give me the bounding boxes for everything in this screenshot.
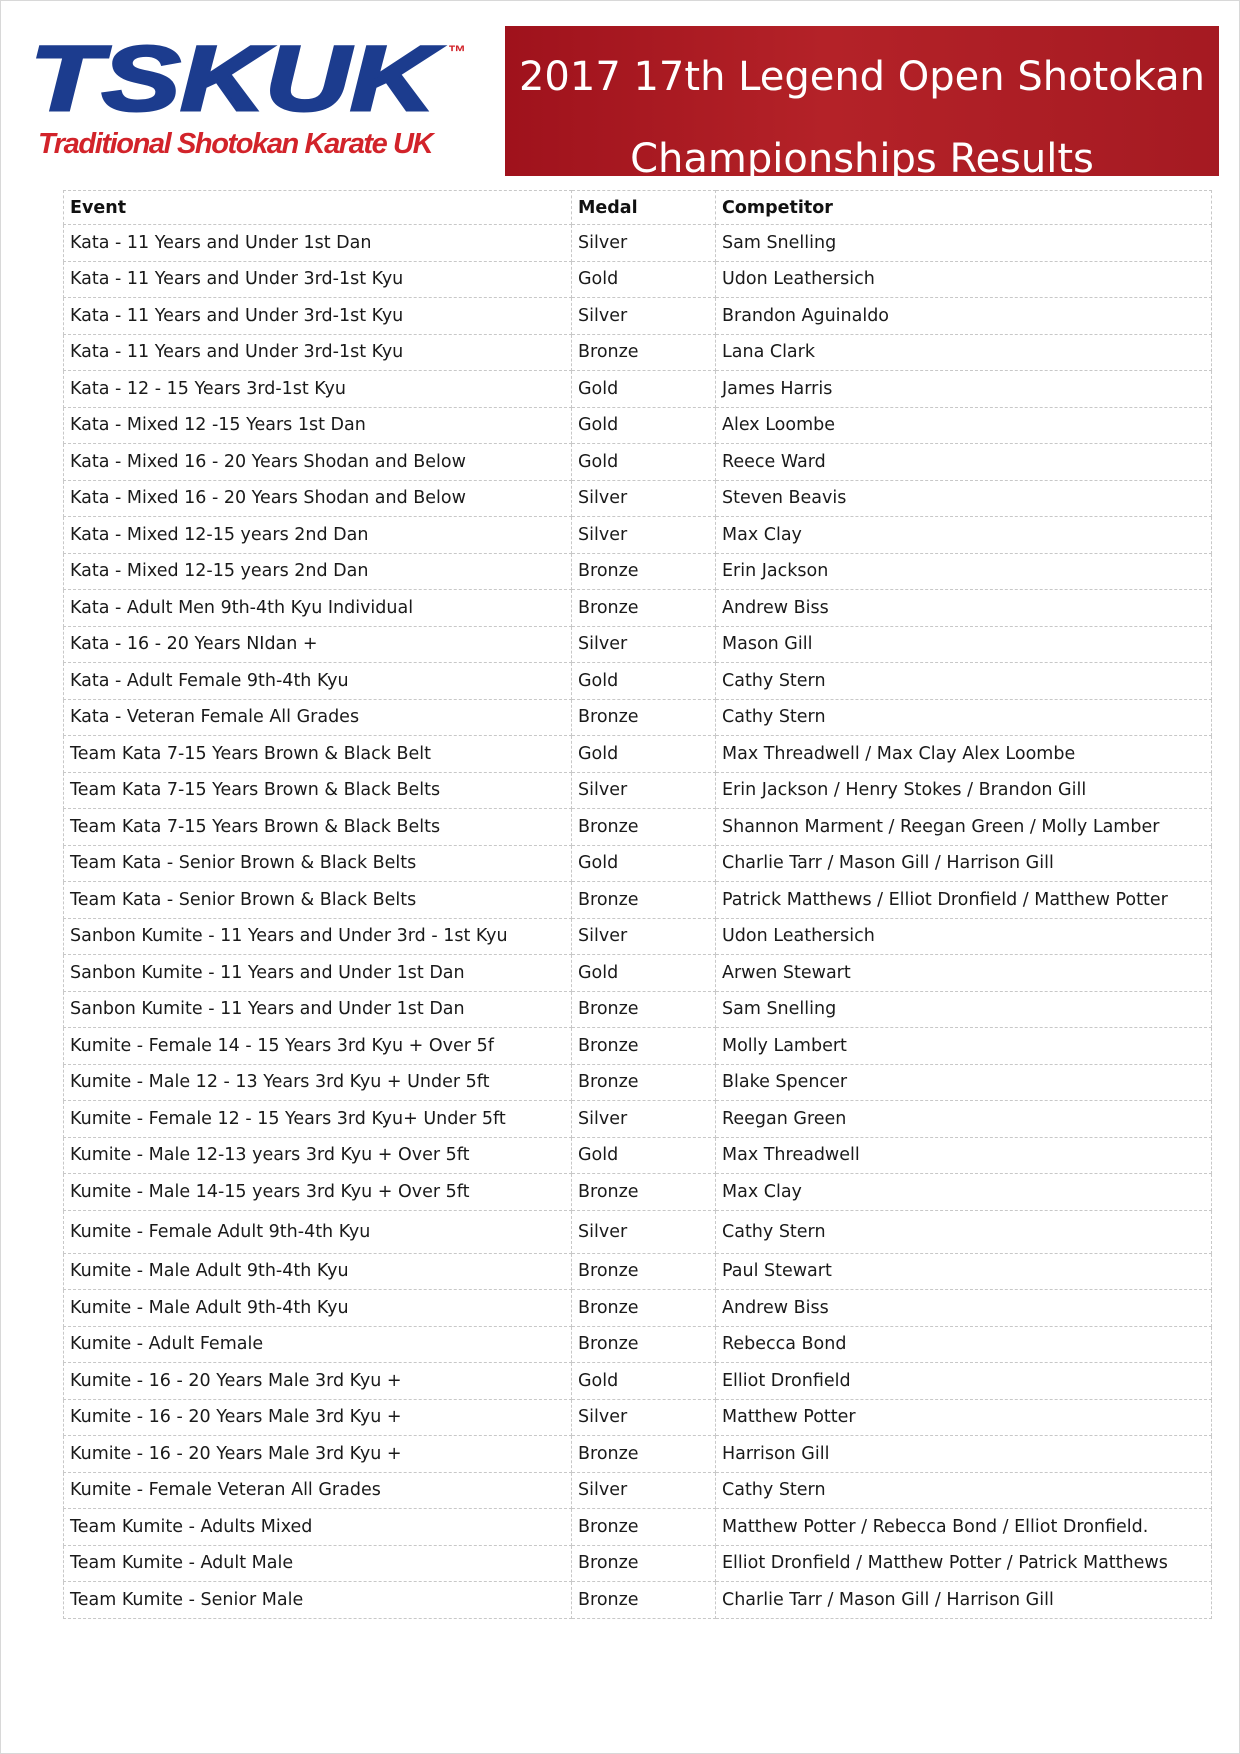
event-cell: Kata - 11 Years and Under 3rd-1st Kyu <box>64 298 572 335</box>
competitor-cell: Shannon Marment / Reegan Green / Molly Lamber <box>716 809 1212 846</box>
table-row <box>64 480 1212 517</box>
table-row <box>64 1290 1212 1327</box>
medal-cell: Bronze <box>572 590 716 627</box>
medal-cell: Bronze <box>572 1174 716 1211</box>
medal-cell: Bronze <box>572 1509 716 1546</box>
competitor-cell: Matthew Potter / Rebecca Bond / Elliot Dronfield. <box>716 1509 1212 1546</box>
logo-tagline: Traditional Shotokan Karate UK <box>38 128 433 160</box>
header-competitor: Competitor <box>716 191 1212 225</box>
event-cell: Kumite - Female Adult 9th-4th Kyu <box>64 1210 572 1253</box>
event-cell: Kata - Mixed 12 -15 Years 1st Dan <box>64 407 572 444</box>
medal-cell: Gold <box>572 845 716 882</box>
table-row <box>64 991 1212 1028</box>
results-table <box>63 190 1212 1619</box>
medal-cell: Silver <box>572 298 716 335</box>
event-cell: Kata - Adult Men 9th-4th Kyu Individual <box>64 590 572 627</box>
competitor-cell: Arwen Stewart <box>716 955 1212 992</box>
trademark-symbol: ™ <box>448 42 466 62</box>
table-row <box>64 553 1212 590</box>
competitor-cell: Steven Beavis <box>716 480 1212 517</box>
medal-cell: Silver <box>572 225 716 262</box>
event-cell: Kata - 12 - 15 Years 3rd-1st Kyu <box>64 371 572 408</box>
competitor-cell: Cathy Stern <box>716 699 1212 736</box>
table-row <box>64 1064 1212 1101</box>
medal-cell: Bronze <box>572 1326 716 1363</box>
table-row <box>64 1545 1212 1582</box>
event-cell: Kumite - Male Adult 9th-4th Kyu <box>64 1253 572 1290</box>
competitor-cell: Charlie Tarr / Mason Gill / Harrison Gill <box>716 845 1212 882</box>
competitor-cell: Andrew Biss <box>716 1290 1212 1327</box>
medal-cell: Gold <box>572 407 716 444</box>
table-row <box>64 1210 1212 1253</box>
medal-cell: Gold <box>572 955 716 992</box>
medal-cell: Bronze <box>572 1545 716 1582</box>
event-cell: Team Kumite - Adults Mixed <box>64 1509 572 1546</box>
table-row <box>64 699 1212 736</box>
event-cell: Kata - Mixed 12-15 years 2nd Dan <box>64 553 572 590</box>
medal-cell: Silver <box>572 626 716 663</box>
table-row <box>64 1101 1212 1138</box>
event-cell: Kumite - Male 12 - 13 Years 3rd Kyu + Under 5ft <box>64 1064 572 1101</box>
competitor-cell: Matthew Potter <box>716 1399 1212 1436</box>
competitor-cell: Patrick Matthews / Elliot Dronfield / Matthew Potter <box>716 882 1212 919</box>
competitor-cell: Erin Jackson / Henry Stokes / Brandon Gill <box>716 772 1212 809</box>
table-row <box>64 1436 1212 1473</box>
table-row <box>64 334 1212 371</box>
table-header-row <box>64 191 1212 225</box>
event-cell: Kumite - Adult Female <box>64 1326 572 1363</box>
event-cell: Kata - Adult Female 9th-4th Kyu <box>64 663 572 700</box>
table-row <box>64 918 1212 955</box>
competitor-cell: Elliot Dronfield / Matthew Potter / Patrick Matthews <box>716 1545 1212 1582</box>
event-cell: Sanbon Kumite - 11 Years and Under 1st Dan <box>64 991 572 1028</box>
event-cell: Kumite - Female Veteran All Grades <box>64 1472 572 1509</box>
medal-cell: Gold <box>572 261 716 298</box>
table-row <box>64 1509 1212 1546</box>
event-cell: Kata - Mixed 16 - 20 Years Shodan and Below <box>64 444 572 481</box>
event-cell: Sanbon Kumite - 11 Years and Under 1st Dan <box>64 955 572 992</box>
competitor-cell: Cathy Stern <box>716 1472 1212 1509</box>
event-cell: Kata - 16 - 20 Years NIdan + <box>64 626 572 663</box>
event-cell: Kata - Mixed 12-15 years 2nd Dan <box>64 517 572 554</box>
competitor-cell: Max Clay <box>716 517 1212 554</box>
table-row <box>64 517 1212 554</box>
medal-cell: Silver <box>572 517 716 554</box>
medal-cell: Gold <box>572 1137 716 1174</box>
event-cell: Kata - Mixed 16 - 20 Years Shodan and Below <box>64 480 572 517</box>
event-cell: Kumite - Female 14 - 15 Years 3rd Kyu + Over 5f <box>64 1028 572 1065</box>
competitor-cell: Andrew Biss <box>716 590 1212 627</box>
competitor-cell: Paul Stewart <box>716 1253 1212 1290</box>
event-cell: Team Kata - Senior Brown & Black Belts <box>64 882 572 919</box>
logo-wordmark-text: TSKUK <box>30 36 444 122</box>
medal-cell: Bronze <box>572 1582 716 1619</box>
results-body <box>64 225 1212 1619</box>
event-cell: Kata - 11 Years and Under 3rd-1st Kyu <box>64 334 572 371</box>
medal-cell: Gold <box>572 663 716 700</box>
event-cell: Team Kata - Senior Brown & Black Belts <box>64 845 572 882</box>
table-row <box>64 225 1212 262</box>
table-row <box>64 882 1212 919</box>
competitor-cell: Max Threadwell <box>716 1137 1212 1174</box>
header-medal: Medal <box>572 191 716 225</box>
header-event: Event <box>64 191 572 225</box>
medal-cell: Gold <box>572 444 716 481</box>
event-cell: Kata - 11 Years and Under 1st Dan <box>64 225 572 262</box>
medal-cell: Silver <box>572 1101 716 1138</box>
table-row <box>64 1253 1212 1290</box>
table-row <box>64 590 1212 627</box>
medal-cell: Silver <box>572 480 716 517</box>
medal-cell: Bronze <box>572 334 716 371</box>
medal-cell: Silver <box>572 772 716 809</box>
medal-cell: Bronze <box>572 991 716 1028</box>
event-cell: Kumite - Male 14-15 years 3rd Kyu + Over 5ft <box>64 1174 572 1211</box>
medal-cell: Bronze <box>572 809 716 846</box>
table-row <box>64 1399 1212 1436</box>
table-row <box>64 736 1212 773</box>
competitor-cell: Reece Ward <box>716 444 1212 481</box>
medal-cell: Silver <box>572 1472 716 1509</box>
competitor-cell: Mason Gill <box>716 626 1212 663</box>
competitor-cell: Rebecca Bond <box>716 1326 1212 1363</box>
medal-cell: Silver <box>572 1399 716 1436</box>
medal-cell: Bronze <box>572 1436 716 1473</box>
banner-title-line-2: Championships Results <box>630 136 1094 182</box>
medal-cell: Bronze <box>572 1253 716 1290</box>
competitor-cell: Sam Snelling <box>716 225 1212 262</box>
table-row <box>64 1137 1212 1174</box>
table-row <box>64 1028 1212 1065</box>
banner-title-line-1: 2017 17th Legend Open Shotokan <box>518 54 1206 100</box>
tskuk-logo <box>28 36 498 176</box>
competitor-cell: Cathy Stern <box>716 1210 1212 1253</box>
competitor-cell: Molly Lambert <box>716 1028 1212 1065</box>
table-row <box>64 444 1212 481</box>
medal-cell: Bronze <box>572 699 716 736</box>
competitor-cell: Max Clay <box>716 1174 1212 1211</box>
competitor-cell: Alex Loombe <box>716 407 1212 444</box>
competitor-cell: Brandon Aguinaldo <box>716 298 1212 335</box>
competitor-cell: Sam Snelling <box>716 991 1212 1028</box>
table-row <box>64 955 1212 992</box>
competitor-cell: Max Threadwell / Max Clay Alex Loombe <box>716 736 1212 773</box>
event-cell: Team Kata 7-15 Years Brown & Black Belts <box>64 809 572 846</box>
event-cell: Kata - Veteran Female All Grades <box>64 699 572 736</box>
table-row <box>64 809 1212 846</box>
table-row <box>64 1326 1212 1363</box>
competitor-cell: Lana Clark <box>716 334 1212 371</box>
medal-cell: Bronze <box>572 1064 716 1101</box>
event-cell: Kumite - Female 12 - 15 Years 3rd Kyu+ Under 5ft <box>64 1101 572 1138</box>
table-row <box>64 1472 1212 1509</box>
medal-cell: Silver <box>572 1210 716 1253</box>
event-cell: Team Kumite - Adult Male <box>64 1545 572 1582</box>
event-cell: Team Kata 7-15 Years Brown & Black Belt <box>64 736 572 773</box>
competitor-cell: Cathy Stern <box>716 663 1212 700</box>
competitor-cell: James Harris <box>716 371 1212 408</box>
competitor-cell: Elliot Dronfield <box>716 1363 1212 1400</box>
medal-cell: Silver <box>572 918 716 955</box>
event-cell: Kumite - Male Adult 9th-4th Kyu <box>64 1290 572 1327</box>
competitor-cell: Udon Leathersich <box>716 261 1212 298</box>
competitor-cell: Reegan Green <box>716 1101 1212 1138</box>
table-row <box>64 1582 1212 1619</box>
event-cell: Kata - 11 Years and Under 3rd-1st Kyu <box>64 261 572 298</box>
medal-cell: Gold <box>572 371 716 408</box>
medal-cell: Gold <box>572 1363 716 1400</box>
event-cell: Sanbon Kumite - 11 Years and Under 3rd - 1st Kyu <box>64 918 572 955</box>
table-row <box>64 1363 1212 1400</box>
competitor-cell: Erin Jackson <box>716 553 1212 590</box>
competitor-cell: Blake Spencer <box>716 1064 1212 1101</box>
event-cell: Kumite - 16 - 20 Years Male 3rd Kyu + <box>64 1363 572 1400</box>
event-cell: Kumite - 16 - 20 Years Male 3rd Kyu + <box>64 1436 572 1473</box>
table-row <box>64 371 1212 408</box>
table-row <box>64 663 1212 700</box>
event-cell: Kumite - Male 12-13 years 3rd Kyu + Over 5ft <box>64 1137 572 1174</box>
event-cell: Team Kumite - Senior Male <box>64 1582 572 1619</box>
table-row <box>64 1174 1212 1211</box>
competitor-cell: Charlie Tarr / Mason Gill / Harrison Gill <box>716 1582 1212 1619</box>
medal-cell: Gold <box>572 736 716 773</box>
table-row <box>64 845 1212 882</box>
medal-cell: Bronze <box>572 1290 716 1327</box>
table-row <box>64 261 1212 298</box>
event-cell: Team Kata 7-15 Years Brown & Black Belts <box>64 772 572 809</box>
table-row <box>64 407 1212 444</box>
logo-wordmark <box>28 36 498 122</box>
medal-cell: Bronze <box>572 1028 716 1065</box>
title-banner <box>505 26 1219 182</box>
competitor-cell: Harrison Gill <box>716 1436 1212 1473</box>
event-cell: Kumite - 16 - 20 Years Male 3rd Kyu + <box>64 1399 572 1436</box>
competitor-cell: Udon Leathersich <box>716 918 1212 955</box>
medal-cell: Bronze <box>572 553 716 590</box>
medal-cell: Bronze <box>572 882 716 919</box>
table-row <box>64 626 1212 663</box>
table-row <box>64 772 1212 809</box>
table-row <box>64 298 1212 335</box>
